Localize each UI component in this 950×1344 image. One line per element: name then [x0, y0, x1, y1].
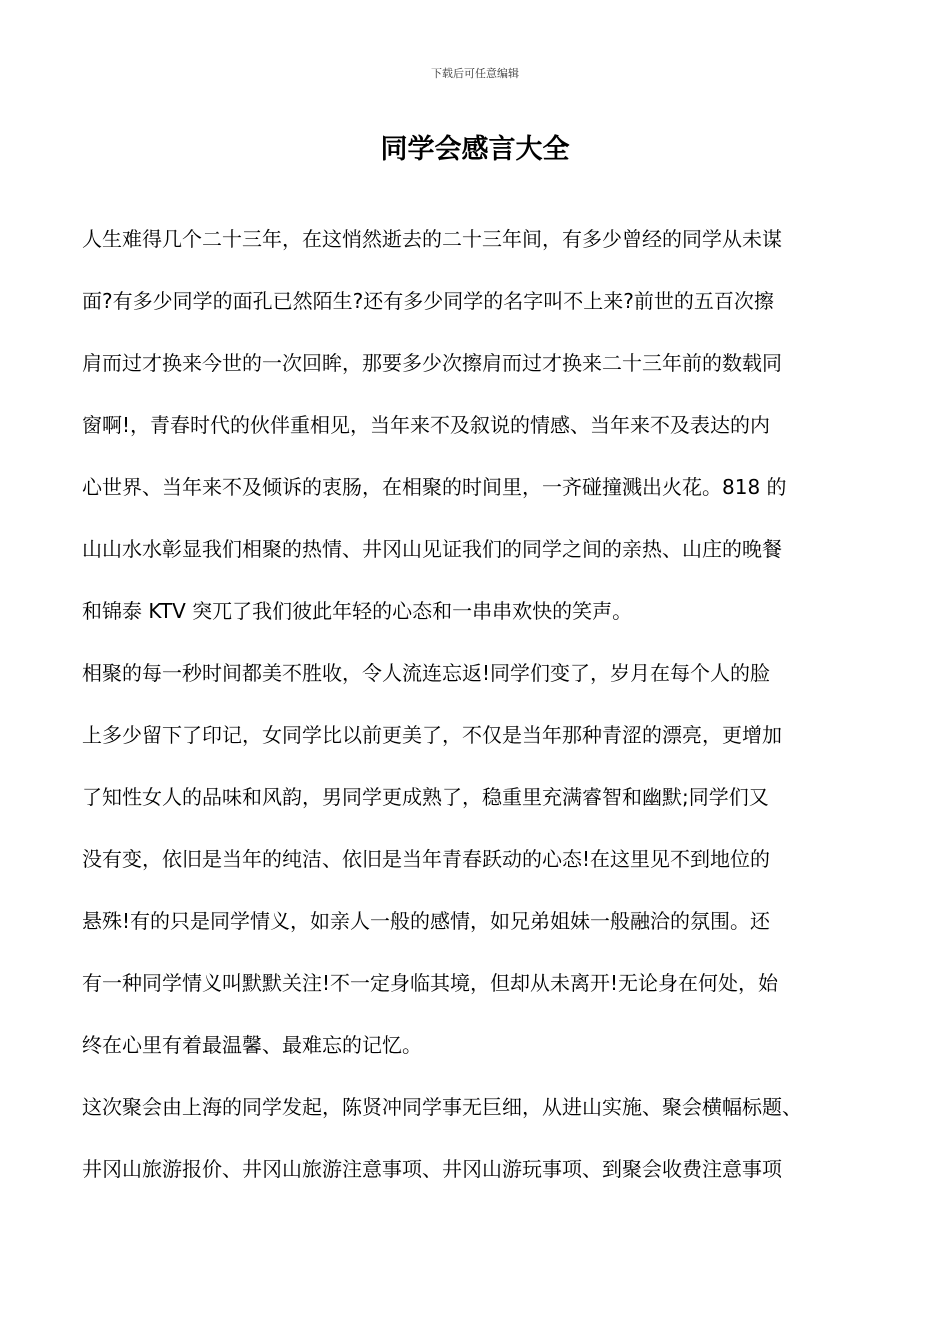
text-line: 肩而过才换来今世的一次回眸，那要多少次擦肩而过才换来二十三年前的数载同: [82, 351, 782, 375]
text-line: 山山水水彰显我们相聚的热情、井冈山见证我们的同学之间的亲热、山庄的晚餐: [82, 537, 782, 561]
document-body: [82, 208, 882, 1200]
paragraph-1: [82, 208, 882, 642]
text-line: 悬殊!有的只是同学情义，如亲人一般的感情，如兄弟姐妹一般融洽的氛围。还: [82, 909, 771, 933]
text-line: 人生难得几个二十三年，在这悄然逝去的二十三年间，有多少曾经的同学从未谋: [82, 227, 782, 251]
text-line: 心世界、当年来不及倾诉的衷肠，在相聚的时间里，一齐碰撞溅出火花。818 的: [82, 475, 787, 499]
text-line: 了知性女人的品味和风韵，男同学更成熟了，稳重里充满睿智和幽默;同学们又: [82, 785, 769, 809]
text-line: 窗啊!，青春时代的伙伴重相见，当年来不及叙说的情感、当年来不及表达的内: [82, 413, 771, 437]
paragraph-2: [82, 642, 882, 1076]
text-line: 有一种同学情义叫默默关注!不一定身临其境，但却从未离开!无论身在何处，始: [82, 971, 779, 995]
text-line: 面?有多少同学的面孔已然陌生?还有多少同学的名字叫不上来?前世的五百次擦: [82, 289, 774, 313]
paragraph-3: [82, 1076, 882, 1200]
page-header-note: 下载后可任意编辑: [431, 67, 519, 80]
text-line: 井冈山旅游报价、井冈山旅游注意事项、井冈山游玩事项、到聚会收费注意事项: [82, 1157, 782, 1181]
text-line: 相聚的每一秒时间都美不胜收，令人流连忘返!同学们变了，岁月在每个人的脸: [82, 661, 771, 685]
text-line: 没有变，依旧是当年的纯洁、依旧是当年青春跃动的心态!在这里见不到地位的: [82, 847, 771, 871]
text-line: 终在心里有着最温馨、最难忘的记忆。: [82, 1033, 422, 1057]
text-line: 和锦泰 KTV 突兀了我们彼此年轻的心态和一串串欢快的笑声。: [82, 599, 633, 623]
text-line: 这次聚会由上海的同学发起，陈贤冲同学事无巨细，从进山实施、聚会横幅标题、: [82, 1095, 802, 1119]
text-line: 上多少留下了印记，女同学比以前更美了，不仅是当年那种青涩的漂亮，更增加: [82, 723, 782, 747]
document-title: 同学会感言大全: [380, 134, 570, 165]
